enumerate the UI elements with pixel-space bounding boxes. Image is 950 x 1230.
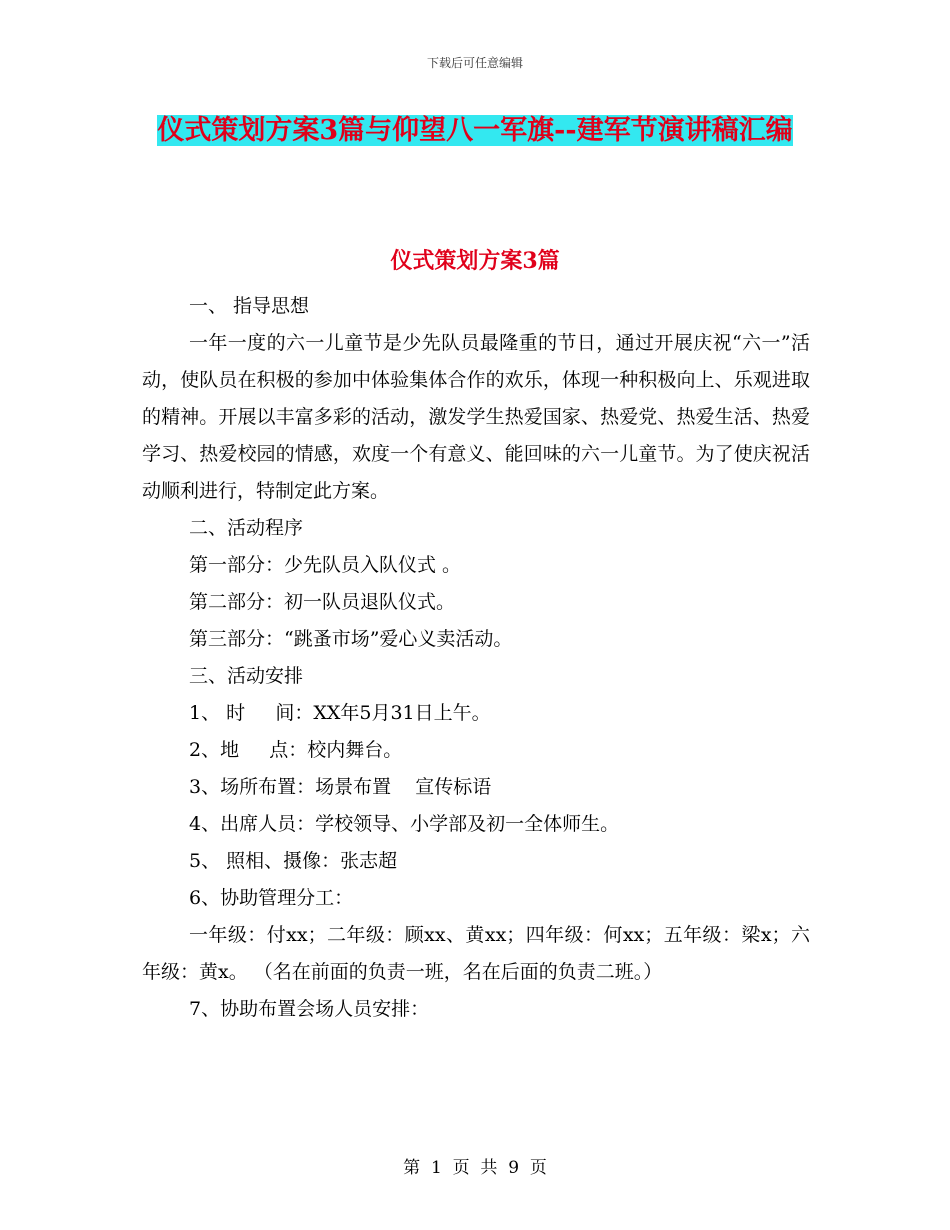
section-title: 仪式策划方案3篇 (390, 248, 560, 274)
heading-guiding-thought: 一、 指导思想 (189, 295, 310, 317)
page-footer: 第 1 页 共 9 页 (403, 1158, 547, 1178)
document-body (142, 288, 810, 1028)
arrangement-venue: 3、场所布置：场景布置 宣传标语 (189, 776, 492, 798)
arrangement-setup-staff: 7、协助布置会场人员安排： (189, 998, 430, 1020)
heading-activity-arrangement: 三、活动安排 (189, 665, 304, 687)
heading-activity-program: 二、活动程序 (189, 517, 304, 539)
program-part-3: 第三部分：“跳蚤市场”爱心义卖活动。 (189, 628, 513, 650)
arrangement-management: 6、协助管理分工： (189, 887, 354, 909)
arrangement-time: 1、 时 间：XX年5月31日上午。 (189, 702, 491, 724)
management-assignments: 一年级：付xx；二年级：顾xx、黄xx；四年级：何xx；五年级：梁x；六年级：黄x。 （名在前面的负责一班，名在后面的负责二班。） (142, 924, 810, 983)
program-part-2: 第二部分：初一队员退队仪式。 (189, 591, 456, 613)
program-part-1: 第一部分：少先队员入队仪式 。 (189, 554, 462, 576)
document-title (140, 108, 810, 154)
arrangement-photography: 5、 照相、摄像：张志超 (189, 850, 398, 872)
document-title-text: 仪式策划方案3篇与仰望八一军旗--建军节演讲稿汇编 (157, 115, 793, 146)
paragraph-intro: 一年一度的六一儿童节是少先队员最隆重的节日，通过开展庆祝“六一”活动，使队员在积极的参加中体验集体合作的欢乐，体现一种积极向上、乐观进取的精神。开展以丰富多彩的活动，激发学生热爱国家、热爱党、热爱生活、热爱学习、热爱校园的情感，欢度一个有意义、能回味的六一儿童节。为了使庆祝活动顺利进行，特制定此方案。 (142, 332, 810, 502)
arrangement-attendees: 4、出席人员：学校领导、小学部及初一全体师生。 (189, 813, 620, 835)
header-note: 下载后可任意编辑 (426, 56, 523, 70)
arrangement-place: 2、地 点：校内舞台。 (189, 739, 403, 761)
